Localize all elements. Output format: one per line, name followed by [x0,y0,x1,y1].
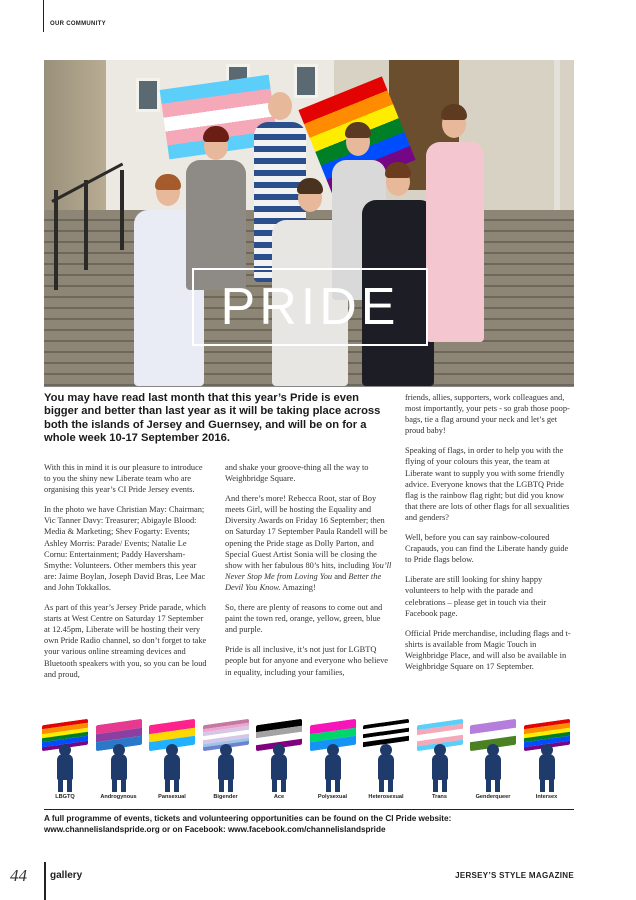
text: And there’s more! Rebecca Root, star of Boy meets Girl, will be hosting the Equality and Diversity Awards on Friday 16 September; then on Saturday 17 September Paula Randell will be opening the Pride stage as Dolly Parton, and Special Guest Artist Sonia will be closing the show with her fabulous 80’s hits, including [225,494,388,570]
hair [155,174,181,190]
figure-legs [326,778,340,792]
flag-label: Bigender [213,794,238,800]
figure-legs [58,778,72,792]
paragraph: Official Pride merchandise, including flags and t-shirts is available from Magic Touch in Weighbridge Place, and will also be available in Weighbridge Square on 17 September. [405,628,571,671]
figure-body [111,754,127,780]
paragraph: Speaking of flags, in order to help you with the flying of your colours this year, the team at Liberate want to supply you with some friendly advice. Everyone knows that the LGBTQ Pride flag is the rainbow flag right; but did you know that there are lots of other flags for all sexualities and genders? [405,446,570,522]
team-photo [44,60,574,386]
paragraph: Pride is all inclusive, it’s not just for LGBTQ people but for anyone and everyone who believe in equality, including your families, [225,645,389,677]
figure-legs [165,778,179,792]
flag-label: Heterosexual [368,794,404,800]
pride-title-box [192,268,428,346]
flag-label: LBGTQ [55,794,75,800]
paragraph: friends, allies, supporters, work colleagues and, most importantly, your pets - so grab those poop-bags, tie a flag around your neck and let’s get proud baby! [405,393,570,436]
song-title: You’ll Never Stop Me from Loving You [225,560,392,581]
figure-legs [112,778,126,792]
flag-label: Ace [273,794,285,800]
handrail [54,190,58,290]
figure-legs [219,778,233,792]
column-3 [405,392,575,681]
intro-paragraph: You may have read last month that this year’s Pride is even bigger and better than last year as it will be taking place across both the islands of Jersey and Guernsey, and will be on for a whole week 10-17 September 2016. [44,392,381,445]
page-divider [44,862,46,900]
figure-legs [540,778,554,792]
figure-body [218,754,234,780]
pride-title: PRIDE [220,278,400,336]
hair [441,104,467,120]
paragraph: Liberate are still looking for shiny happy volunteers to help with the parade and celebrations – please get in touch via their Facebook page. [405,575,547,618]
flag-figure [94,718,144,806]
figure-body [57,754,73,780]
person [426,142,484,342]
gallery-logo: gallery [50,870,83,881]
column-2 [225,462,393,687]
flag-figure [361,718,411,806]
paragraph: With this in mind it is our pleasure to introduce to you the shiny new Liberate team who are organising this year’s CI Pride Jersey events. [44,463,203,495]
figure-body [485,754,501,780]
paragraph: and shake your groove-thing all the way to Weighbridge Square. [225,463,369,484]
flag-label: Polysexual [317,794,348,800]
footer-line: A full programme of events, tickets and volunteering opportunities can be found on the CI Pride website: [44,814,452,823]
figure-legs [433,778,447,792]
figure-body [325,754,341,780]
flag-figure [201,718,251,806]
flag-figure [147,718,197,806]
text: Amazing! [280,582,316,592]
page-number: 44 [10,866,27,885]
hair [203,126,229,142]
flag-figure [522,718,572,806]
flag-label: Androgynous [100,794,137,800]
hair [345,122,371,138]
handrail [84,180,88,270]
flag-figure [415,718,465,806]
pride-flags-guide [40,718,585,806]
paragraph: In the photo we have Christian May: Chairman; Vic Tanner Davy: Treasurer; Abigayle Blood: Media & Marketing; Shev Fogarty: Events; Ashley Morris: Parade/ Events; Natalie Le Cornu: Entertainment; Paddy Haversham-Smythe: Volunteers. Other members this year are: Jaime Boylan, Joseph David Bras, Lee Mac and John Tokkallos. [44,505,206,592]
figure-body [432,754,448,780]
paragraph: As part of this year’s Jersey Pride parade, which starts at West Centre on Saturday 17 September at 12.45pm, Liberate will be hosting their very own Pride Radio channel, so don’t forget to take your various online streaming devices and Bluetooth speakers with you, so you can be loud and proud, [44,603,207,679]
window [294,64,318,98]
magazine-name: JERSEY’S STYLE MAGAZINE [455,871,574,880]
flag-figure [468,718,518,806]
flag-label: Intersex [535,794,558,800]
flag-label: Trans [432,794,447,800]
paragraph [225,493,393,593]
handrail [120,170,124,250]
flag-figure [308,718,358,806]
footer-links: www.channelislandspride.org or on Facebook: www.facebook.com/channelislandspride [44,825,386,835]
figure-legs [379,778,393,792]
figure-body [164,754,180,780]
paragraph: Well, before you can say rainbow-coloured Crapauds, you can find the Liberate handy guide to Pride flags below. [405,533,569,565]
footer-info [44,813,574,835]
paragraph: So, there are plenty of reasons to come out and paint the town red, orange, yellow, green, blue and purple. [225,603,383,635]
hair [385,162,411,178]
column-1 [44,462,208,689]
figure-body [539,754,555,780]
section-tag: OUR COMMUNITY [43,0,106,32]
flag-figure [40,718,90,806]
person-head [268,92,292,120]
flag-figure [254,718,304,806]
window [136,78,160,112]
flag-label: Genderqueer [475,794,511,800]
figure-body [378,754,394,780]
flag-label: Pansexual [158,794,186,800]
figure-legs [486,778,500,792]
hair [297,178,323,194]
figure-legs [272,778,286,792]
figure-body [271,754,287,780]
photo-divider [44,386,574,387]
text: and [332,571,349,581]
footer-divider [44,809,574,810]
song-title: Better the Devil You Know. [225,571,382,592]
